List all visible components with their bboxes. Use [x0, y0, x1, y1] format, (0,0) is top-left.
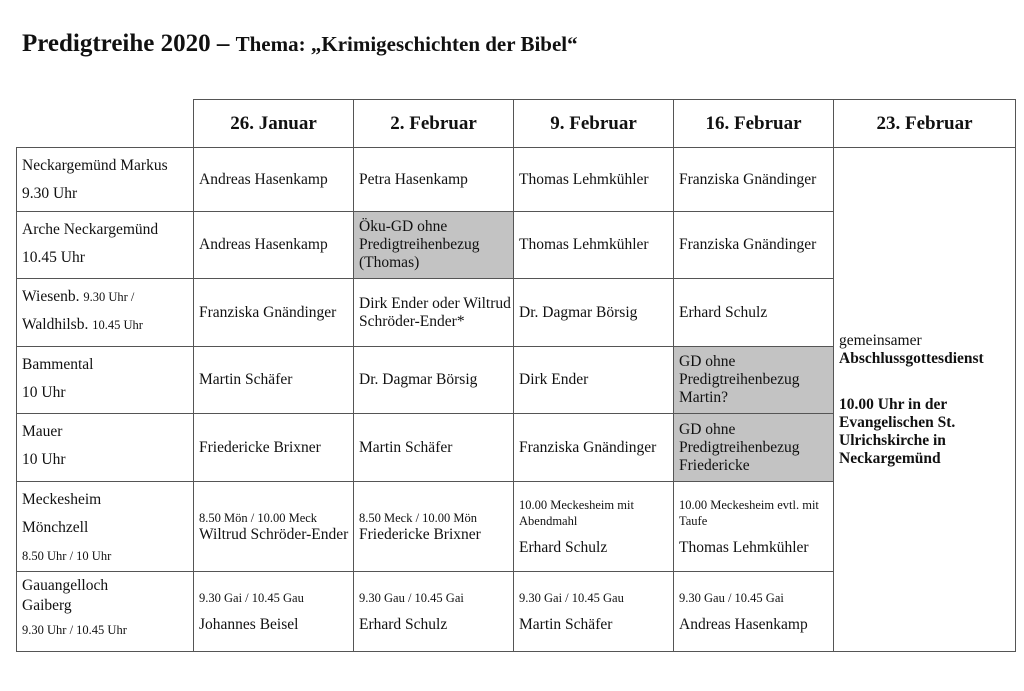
highlighted-cell: Öku-GD ohne Predigtreihenbezug (Thomas)	[354, 212, 514, 279]
preacher-cell: 9.30 Gai / 10.45 Gau Johannes Beisel	[194, 572, 354, 652]
preacher-cell: 9.30 Gai / 10.45 Gau Martin Schäfer	[514, 572, 674, 652]
preacher-cell: Friedericke Brixner	[194, 414, 354, 482]
preacher-cell: Franziska Gnändinger	[674, 148, 834, 212]
preacher-cell: 10.00 Meckesheim mit Abendmahl Erhard Schulz	[514, 482, 674, 572]
header-row	[17, 100, 1016, 148]
preacher-cell: Dr. Dagmar Börsig	[354, 347, 514, 414]
location-cell: Neckargemünd Markus 9.30 Uhr	[17, 148, 194, 212]
preacher-cell: Martin Schäfer	[194, 347, 354, 414]
preacher-cell: Franziska Gnändinger	[674, 212, 834, 279]
preacher-cell: 8.50 Meck / 10.00 Mön Friedericke Brixner	[354, 482, 514, 572]
preacher-cell: 9.30 Gau / 10.45 Gai Erhard Schulz	[354, 572, 514, 652]
date-header: 16. Februar	[674, 100, 834, 148]
preacher-cell: Thomas Lehmkühler	[514, 148, 674, 212]
preacher-cell: Erhard Schulz	[674, 279, 834, 347]
location-cell: Arche Neckargemünd 10.45 Uhr	[17, 212, 194, 279]
date-header: 26. Januar	[194, 100, 354, 148]
highlighted-cell: GD ohne Predigtreihenbezug Friedericke	[674, 414, 834, 482]
date-header: 9. Februar	[514, 100, 674, 148]
location-cell: Meckesheim Mönchzell 8.50 Uhr / 10 Uhr	[17, 482, 194, 572]
preacher-cell: Petra Hasenkamp	[354, 148, 514, 212]
preacher-cell: Andreas Hasenkamp	[194, 212, 354, 279]
preacher-cell: Dirk Ender	[514, 347, 674, 414]
highlighted-cell: GD ohne Predigtreihenbezug Martin?	[674, 347, 834, 414]
schedule-table	[16, 99, 1016, 652]
preacher-cell: Franziska Gnändinger	[514, 414, 674, 482]
preacher-cell: Franziska Gnändinger	[194, 279, 354, 347]
preacher-cell: Dirk Ender oder Wiltrud Schröder-Ender*	[354, 279, 514, 347]
preacher-cell: Andreas Hasenkamp	[194, 148, 354, 212]
title-theme: Thema: „Krimigeschichten der Bibel“	[235, 32, 578, 56]
date-header: 2. Februar	[354, 100, 514, 148]
closing-service-cell: gemeinsamer Abschlussgottesdienst 10.00 Uhr in der Evangelischen St. Ulrichskirche in Neckargemünd	[834, 148, 1016, 652]
title-main: Predigtreihe 2020 –	[22, 30, 236, 57]
location-cell: Bammental 10 Uhr	[17, 347, 194, 414]
preacher-cell: 8.50 Mön / 10.00 Meck Wiltrud Schröder-Ender	[194, 482, 354, 572]
preacher-cell: Martin Schäfer	[354, 414, 514, 482]
location-cell: Gauangelloch Gaiberg 9.30 Uhr / 10.45 Uhr	[17, 572, 194, 652]
date-header: 23. Februar	[834, 100, 1016, 148]
corner-cell	[17, 100, 194, 148]
preacher-cell: 9.30 Gau / 10.45 Gai Andreas Hasenkamp	[674, 572, 834, 652]
preacher-cell: Thomas Lehmkühler	[514, 212, 674, 279]
page-title	[22, 30, 578, 58]
preacher-cell: 10.00 Meckesheim evtl. mit Taufe Thomas Lehmkühler	[674, 482, 834, 572]
location-cell: Wiesenb. 9.30 Uhr / Waldhilsb. 10.45 Uhr	[17, 279, 194, 347]
table-row	[17, 148, 1016, 212]
preacher-cell: Dr. Dagmar Börsig	[514, 279, 674, 347]
location-cell: Mauer 10 Uhr	[17, 414, 194, 482]
